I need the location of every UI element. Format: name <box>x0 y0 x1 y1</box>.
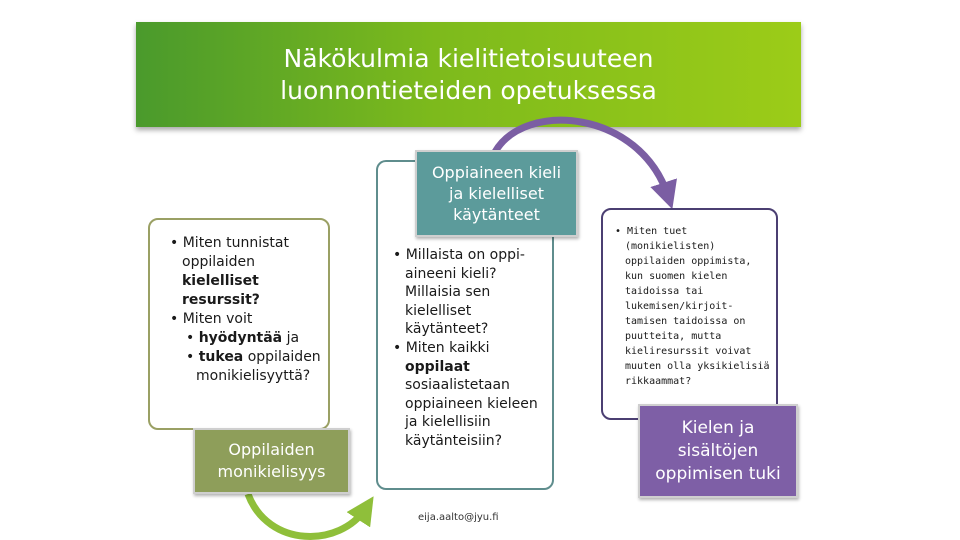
list-item: • Miten kaikki oppilaat sosiaalistetaan oppiaineen kieleen ja kielellisiin käytänteisiin? <box>393 339 538 449</box>
list-item: • Miten tunnistat oppilaiden kielelliset resurssit? <box>170 235 289 308</box>
list-item: • Millaista on oppi-aineeni kieli? Millaisia sen kielelliset käytänteet? <box>393 247 525 338</box>
learning-support-label: Kielen ja sisältöjen oppimisen tuki <box>638 404 798 498</box>
list-item: • Miten voit <box>170 311 253 327</box>
list-item: • hyödyntää ja <box>186 330 300 346</box>
multilingualism-label: Oppilaiden monikielisyys <box>193 428 350 494</box>
list-item: • tukea oppilaiden monikielisyyttä? <box>186 349 321 384</box>
left-bullet-list <box>170 234 330 386</box>
right-bullet-list <box>615 224 773 389</box>
list-item: • Miten tuet (monikielisten) oppilaiden oppimista, kun suomen kielen taidoissa tai lukemisen/kirjoit-tamisen taidoissa on puutteita, mutta kieliresurssit voivat muuten olla yksikielisiä rikkaammat? <box>615 226 770 387</box>
title-line-2: luonnontieteiden opetuksessa <box>280 75 657 105</box>
middle-bullet-list <box>393 246 543 451</box>
title-line-1: Näkökulmia kielitietoisuuteen <box>283 43 654 73</box>
green-arrow <box>248 494 366 536</box>
subject-language-label: Oppiaineen kieli ja kielelliset käytänteet <box>415 150 578 237</box>
author-email: eija.aalto@jyu.fi <box>418 512 499 523</box>
